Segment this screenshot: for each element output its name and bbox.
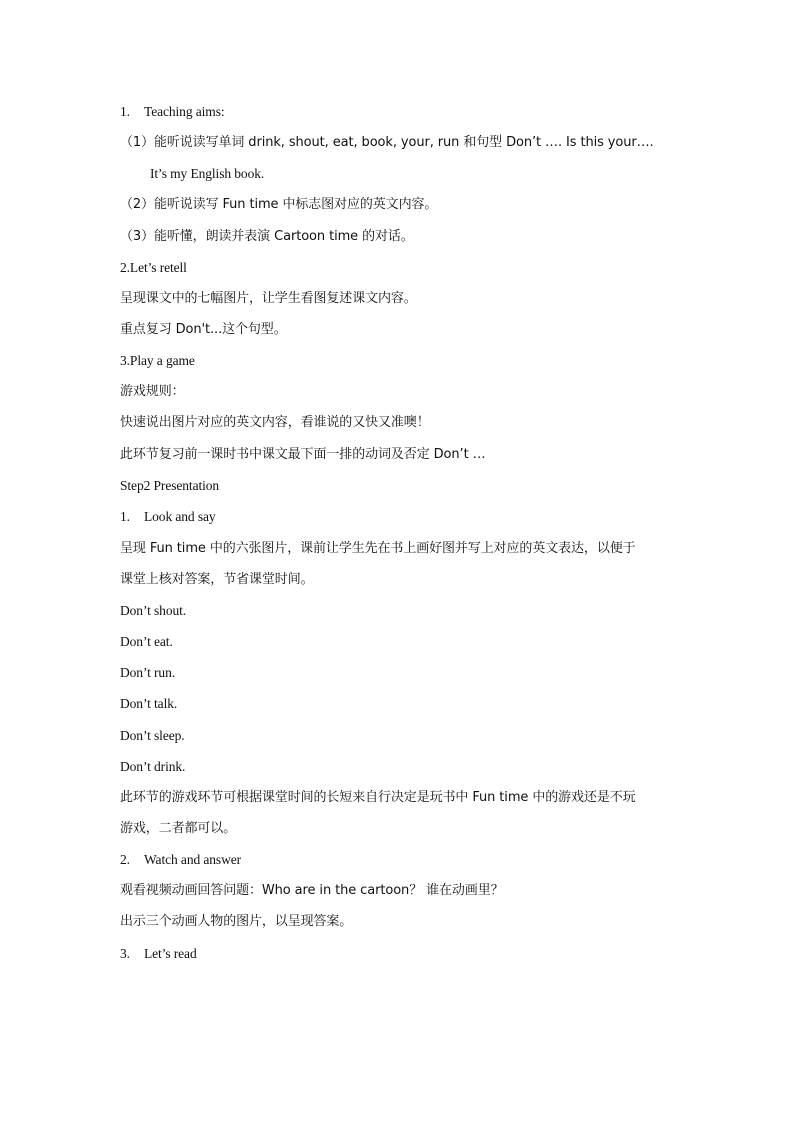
game-option-line-2: 游戏，二者都可以。 <box>120 821 237 836</box>
list-number: 2. <box>120 852 130 867</box>
retell-line-1: 呈现课文中的七幅图片，让学生看图复述课文内容。 <box>120 291 417 306</box>
retell-heading: 2.Let’s retell <box>120 260 187 275</box>
list-number: 3. <box>120 946 130 961</box>
watch-and-answer-heading <box>120 851 241 869</box>
retell-line-2: 重点复习 Don't...这个句型。 <box>120 322 287 337</box>
watch-answer-line: 出示三个动画人物的图片，以呈现答案。 <box>120 914 353 929</box>
teaching-aims-heading <box>120 103 225 121</box>
line-text: Look and say <box>144 509 216 524</box>
aim-1-line: （1）能听说读写单词 drink, shout, eat, book, your, run 和句型 Don’t …. Is this your…. <box>120 135 654 150</box>
aim-1-continuation: It’s my English book. <box>150 166 265 181</box>
game-option-line-1: 此环节的游戏环节可根据课堂时间的长短来自行决定是玩书中 Fun time 中的游戏还是不玩 <box>120 790 636 805</box>
aim-3-line: （3）能听懂，朗读并表演 Cartoon time 的对话。 <box>120 229 414 244</box>
phrase-line: Don’t run. <box>120 665 175 680</box>
phrase-line: Don’t sleep. <box>120 728 185 743</box>
list-number: 1. <box>120 104 130 119</box>
game-heading: 3.Play a game <box>120 353 195 368</box>
phrase-line: Don’t shout. <box>120 603 187 618</box>
line-text: Teaching aims: <box>144 104 225 119</box>
game-rules-line: 快速说出图片对应的英文内容，看谁说的又快又准噢！ <box>120 415 430 430</box>
phrase-line: Don’t drink. <box>120 759 186 774</box>
step2-heading: Step2 Presentation <box>120 478 220 493</box>
game-note-line: 此环节复习前一课时书中课文最下面一排的动词及否定 Don’t … <box>120 447 486 462</box>
look-and-say-heading <box>120 508 216 526</box>
aim-2-line: （2）能听说读写 Fun time 中标志图对应的英文内容。 <box>120 197 438 212</box>
line-text: Watch and answer <box>144 852 242 867</box>
line-text: Let’s read <box>144 946 197 961</box>
phrase-line: Don’t eat. <box>120 634 173 649</box>
look-and-say-line-2: 课堂上核对答案，节省课堂时间。 <box>120 572 314 587</box>
look-and-say-line-1: 呈现 Fun time 中的六张图片，课前让学生先在书上画好图并写上对应的英文表达，以便于 <box>120 541 636 556</box>
list-number: 1. <box>120 509 130 524</box>
phrase-line: Don’t talk. <box>120 696 178 711</box>
lets-read-heading <box>120 945 197 963</box>
watch-question-line: 观看视频动画回答问题：Who are in the cartoon？ 谁在动画里？ <box>120 883 504 898</box>
game-rules-label: 游戏规则： <box>120 384 185 399</box>
